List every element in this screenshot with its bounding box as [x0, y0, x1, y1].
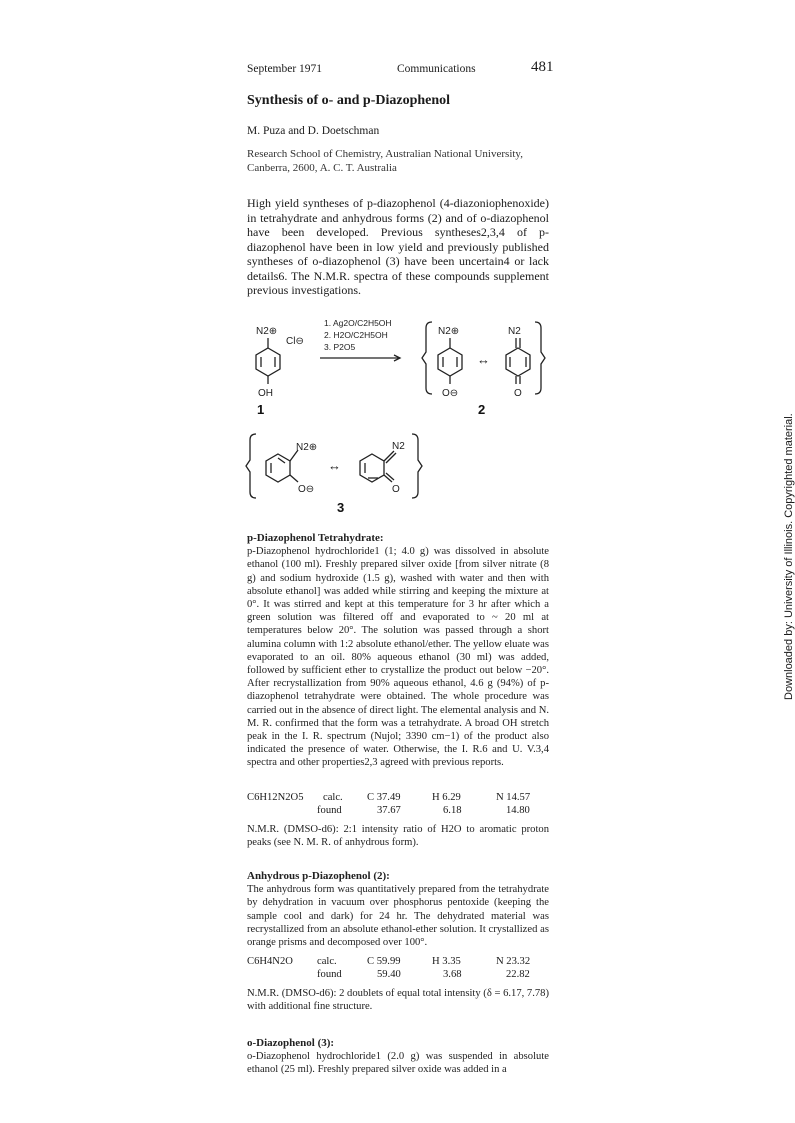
compound-3a-o: O⊖	[298, 484, 315, 495]
compound-1-oh: OH	[258, 388, 273, 399]
elemental-analysis-1	[247, 791, 549, 819]
compound-2b-n2: N2	[508, 326, 521, 337]
analysis-n-calc: N 14.57	[496, 792, 531, 803]
section-heading: o-Diazophenol (3):	[247, 1037, 335, 1049]
section-tetrahydrate	[247, 532, 549, 770]
section-text: p-Diazophenol hydrochloride1 (1; 4.0 g) was dissolved in absolute ethanol (100 ml). Freshly prepared silver oxide [from silver nitrate (8 g) and sodium hydroxide (1.5 g), washed with water and then with absolute ethanol] was added while stirring and keeping the mixture at 0°. It was stirred and kept at this temperature for 3 hr after which a green solution was filtered off and evaporated to ~ 20 ml at temperatures below 20°. The solution was passed through a short alumina column with 1:2 absolute ethanol/ether. The yellow eluate was evaporated to an oil. 80% aqueous ethanol (30 ml) was added, followed by sufficient ether to crystallize the product out below −20°. After recrystallization from 90% aqueous ethanol, 4.6 g (94%) of p-diazophenol tetrahydrate were obtained. The whole procedure was carried out in the absence of direct light. The elemental analysis and N. M. R. confirmed that the form was a tetrahydrate. A broad OH stretch peak in the I. R. spectrum (Nujol; 3390 cm−1) of the product also indicated the presence of water. Otherwise, the I. R.6 and U. V.3,4 spectra and other properties2,3 agreed with previous reports.	[247, 546, 549, 769]
compound-1-counterion: Cl⊖	[286, 336, 304, 347]
compound-2a-n2: N2⊕	[438, 326, 460, 337]
analysis-c-found: 59.40	[377, 969, 401, 980]
analysis-n-calc: N 23.32	[496, 956, 531, 967]
nmr-tetrahydrate: N.M.R. (DMSO-d6): 2:1 intensity ratio of H2O to aromatic proton peaks (see N. M. R. of anhydrous form).	[247, 824, 549, 849]
reaction-scheme	[240, 310, 560, 520]
analysis-formula: C6H4N2O	[247, 956, 293, 967]
compound-3-label: 3	[337, 500, 345, 515]
analysis-found-label: found	[317, 969, 342, 980]
section-text: The anhydrous form was quantitatively prepared from the tetrahydrate by dehydration in vacuum over phosphorus pentoxide (keeping the sample cool and dark) for 24 hr. The dehydrated material was recrystallized from an absolute ethanol-ether solution. It crystallized as orange prisms and decomposed over 100°.	[247, 884, 549, 949]
analysis-h-found: 3.68	[443, 969, 462, 980]
section-anhydrous	[247, 870, 549, 949]
section-ortho	[247, 1037, 549, 1077]
compound-1-ring	[256, 338, 280, 384]
analysis-h-calc: H 3.35	[432, 956, 461, 967]
reagent-step-1: 1. Ag2O/C2H5OH	[324, 318, 392, 328]
analysis-h-found: 6.18	[443, 805, 462, 816]
compound-3a-ring	[266, 450, 298, 482]
authors: M. Puza and D. Doetschman	[247, 125, 380, 137]
nmr-anhydrous: N.M.R. (DMSO-d6): 2 doublets of equal total intensity (δ = 6.17, 7.78) with additional fine structure.	[247, 988, 549, 1013]
download-notice: Downloaded by: University of Illinois. Copyrighted material.	[783, 413, 795, 700]
header-section: Communications	[397, 63, 476, 75]
analysis-found-label: found	[317, 805, 342, 816]
section-heading: Anhydrous p-Diazophenol (2):	[247, 870, 390, 882]
analysis-formula: C6H12N2O5	[247, 792, 304, 803]
compound-2-label: 2	[478, 402, 486, 417]
compound-3b-ring	[360, 451, 396, 482]
compound-3a-n2: N2⊕	[296, 442, 318, 453]
analysis-n-found: 14.80	[506, 805, 530, 816]
analysis-c-calc: C 37.49	[367, 792, 401, 803]
analysis-c-found: 37.67	[377, 805, 401, 816]
analysis-calc-label: calc.	[317, 956, 337, 967]
compound-1-n2: N2⊕	[256, 326, 278, 337]
compound-3b-n2: N2	[392, 441, 405, 452]
analysis-calc-label: calc.	[323, 792, 343, 803]
compound-3b-o: O	[392, 484, 400, 495]
reagent-step-3: 3. P2O5	[324, 342, 356, 352]
elemental-analysis-2	[247, 955, 549, 983]
compound-2a-ring	[438, 338, 462, 384]
header-date: September 1971	[247, 63, 323, 75]
affiliation: Research School of Chemistry, Australian National University, Canberra, 2600, A. C. T. Australia	[247, 148, 523, 174]
analysis-h-calc: H 6.29	[432, 792, 461, 803]
article-title: Synthesis of o- and p-Diazophenol	[247, 93, 451, 108]
page-number: 481	[531, 59, 554, 75]
analysis-n-found: 22.82	[506, 969, 530, 980]
compound-2b-ring	[506, 338, 530, 384]
reagent-step-2: 2. H2O/C2H5OH	[324, 330, 388, 340]
resonance-arrow-2: ↔	[477, 352, 490, 367]
analysis-c-calc: C 59.99	[367, 956, 401, 967]
resonance-arrow-3: ↔	[328, 458, 341, 473]
section-text: o-Diazophenol hydrochloride1 (2.0 g) was suspended in absolute ethanol (25 ml). Freshly prepared silver oxide was added in a	[247, 1051, 549, 1076]
compound-1-label: 1	[257, 402, 265, 417]
abstract: High yield syntheses of p-diazophenol (4-diazoniophenoxide) in tetrahydrate and anhydrous forms (2) and of o-diazophenol have been developed. Previous syntheses2,3,4 of p-diazophenol have been in low yield and previously published syntheses of o-diazophenol (3) have been uncertain4 or lack details6. The N.M.R. spectra of these compounds supplement previous investigations.	[247, 196, 549, 297]
compound-2b-o: O	[514, 388, 522, 399]
section-heading: p-Diazophenol Tetrahydrate:	[247, 532, 384, 544]
compound-2a-o: O⊖	[442, 388, 459, 399]
